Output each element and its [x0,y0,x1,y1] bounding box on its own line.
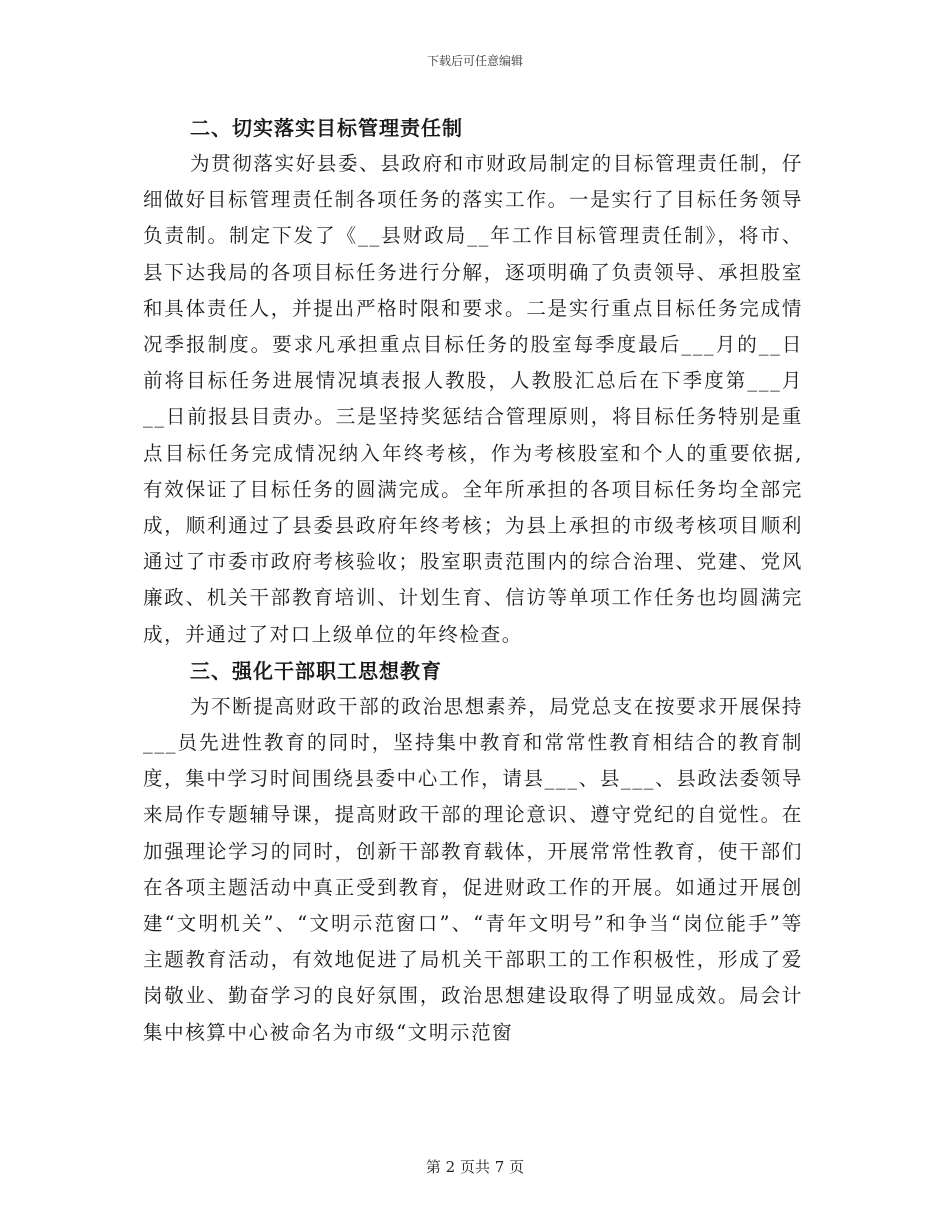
section-paragraph-2: 为贯彻落实好县委、县政府和市财政局制定的目标管理责任制，仔细做好目标管理责任制各项任务的落实工作。一是实行了目标任务领导负责制。制定下发了《__县财政局__年工作目标管理责任制》，将市、县下达我局的各项目标任务进行分解，逐项明确了负责领导、承担股室和具体责任人，并提出严格时限和要求。二是实行重点目标任务完成情况季报制度。要求凡承担重点目标任务的股室每季度最后___月的__日前将目标任务进展情况填表报人教股，人教股汇总后在下季度第___月__日前报县目责办。三是坚持奖惩结合管理原则，将目标任务特别是重点目标任务完成情况纳入年终考核，作为考核股室和个人的重要依据,有效保证了目标任务的圆满完成。全年所承担的各项目标任务均全部完成，顺利通过了县委县政府年终考核；为县上承担的市级考核项目顺利通过了市委市政府考核验收；股室职责范围内的综合治理、党建、党风廉政、机关干部教育培训、计划生育、信访等单项工作任务也均圆满完成，并通过了对口上级单位的年终检查。 [143,152,803,646]
section-heading-2: 二、切实落实目标管理责任制 [190,116,463,140]
section-heading-3: 三、强化干部职工思想教育 [190,658,442,683]
section-paragraph-3: 为不断提高财政干部的政治思想素养，局党总支在按要求开展保持___员先进性教育的同时，坚持集中教育和常常性教育相结合的教育制度，集中学习时间围绕县委中心工作，请县___、县___、县政法委领导来局作专题辅导课，提高财政干部的理论意识、遵守党纪的自觉性。在加强理论学习的同时，创新干部教育载体，开展常常性教育，使干部们在各项主题活动中真正受到教育，促进财政工作的开展。如通过开展创建“文明机关”、“文明示范窗口”、“青年文明号”和争当“岗位能手”等主题教育活动，有效地促进了局机关干部职工的工作积极性，形成了爱岗敬业、勤奋学习的良好氛围，政治思想建设取得了明显成效。局会计集中核算中心被命名为市级“文明示范窗 [143,694,803,1044]
page-number: 第 2 页共 7 页 [425,1158,525,1176]
document-body [143,110,803,1051]
page-header: 下载后可任意编辑 [426,54,523,68]
